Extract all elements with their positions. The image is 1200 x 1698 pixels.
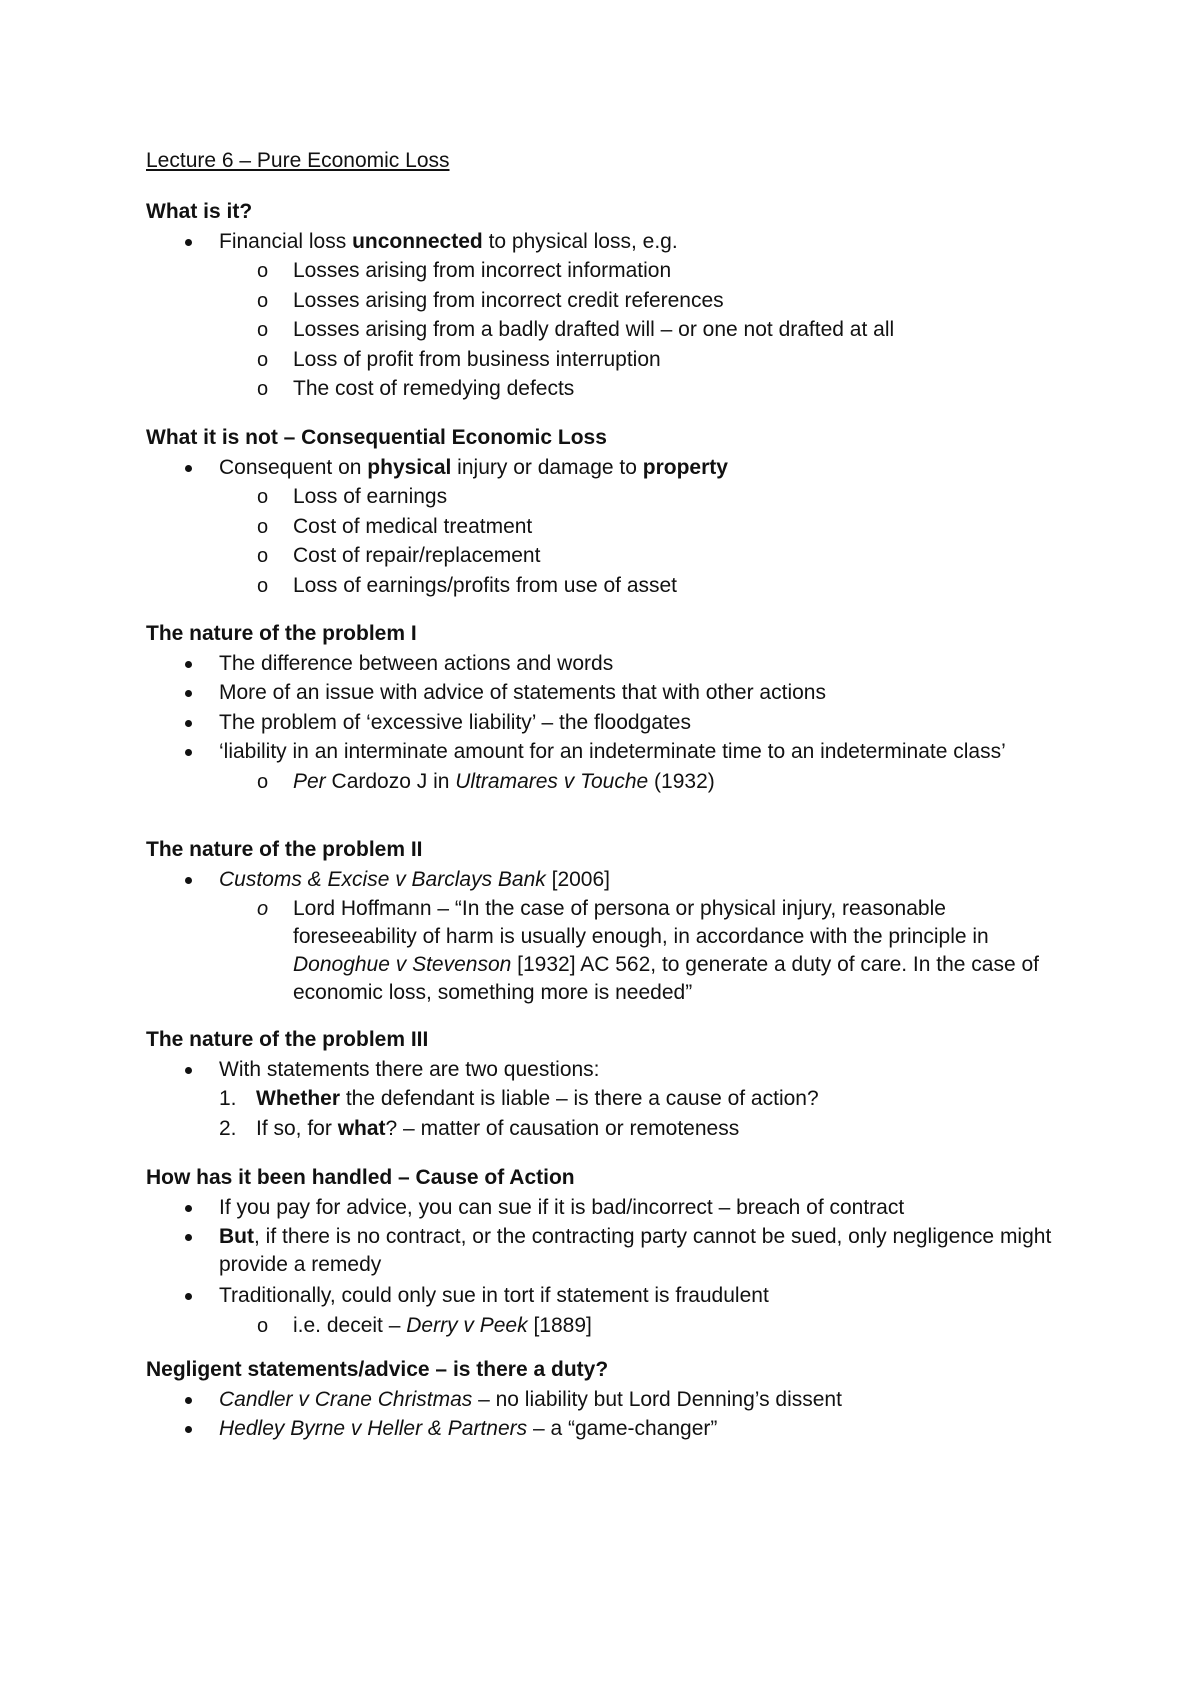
sub-bullet-icon: o (257, 770, 269, 793)
list-item-text: Financial loss unconnected to physical loss, e.g. (219, 229, 678, 253)
list-item-text: With statements there are two questions: (219, 1057, 600, 1081)
list-item-text: Losses arising from a badly drafted will – or one not drafted at all (293, 318, 895, 341)
document-title: Lecture 6 – Pure Economic Loss (146, 149, 450, 172)
list-item-text: Cost of medical treatment (293, 514, 533, 538)
sub-bullet-icon: o (257, 1314, 269, 1337)
bullet-icon (185, 465, 192, 472)
sub-bullet-icon: o (257, 486, 269, 508)
bullet-icon (185, 1293, 192, 1300)
list-item-text: Candler v Crane Christmas – no liability but Lord Denning’s dissent (219, 1387, 842, 1411)
sub-bullet-icon: o (257, 260, 269, 282)
sub-bullet-icon: o (257, 515, 269, 538)
list-item-text: If so, for what? – matter of causation or remoteness (256, 1116, 740, 1140)
list-number: 2. (219, 1116, 237, 1140)
list-item-text: Customs & Excise v Barclays Bank [2006] (219, 867, 611, 891)
list-item-text: More of an issue with advice of statements that with other actions (219, 681, 826, 704)
list-item-text: Loss of profit from business interruption (293, 347, 661, 371)
list-item-text: Per Cardozo J in Ultramares v Touche (1932) (293, 769, 715, 793)
sub-bullet-icon: o (257, 378, 269, 400)
bullet-icon (185, 720, 192, 727)
list-item-text: ‘liability in an interminate amount for an indeterminate time to an indeterminate class’ (219, 740, 1006, 763)
sub-bullet-icon: o (257, 348, 269, 371)
section-heading: The nature of the problem I (146, 622, 417, 645)
bullet-icon (185, 877, 192, 884)
list-item-text: If you pay for advice, you can sue if it is bad/incorrect – breach of contract (219, 1195, 905, 1219)
list-item-text: Loss of earnings/profits from use of asset (293, 573, 678, 597)
list-item-text: The difference between actions and words (219, 651, 614, 675)
section-heading: How has it been handled – Cause of Action (146, 1166, 575, 1189)
sub-bullet-icon: o (257, 545, 269, 567)
list-item-text: Loss of earnings (293, 485, 448, 508)
section-heading: The nature of the problem II (146, 838, 423, 861)
list-item-text: Hedley Byrne v Heller & Partners – a “game-changer” (219, 1417, 718, 1440)
sub-bullet-icon: o (257, 898, 269, 920)
bullet-icon (185, 1426, 192, 1433)
list-item-text: Losses arising from incorrect information (293, 259, 672, 282)
list-item-text: The cost of remedying defects (293, 377, 575, 400)
bullet-icon (185, 1234, 192, 1241)
list-item-text: Traditionally, could only sue in tort if statement is fraudulent (219, 1284, 769, 1307)
section-heading: The nature of the problem III (146, 1028, 429, 1051)
list-item-text: Lord Hoffmann – “In the case of persona or physical injury, reasonable foreseeability of harm is usually enough, in accordance with the principle in Donoghue v Stevenson [1932] AC 562, to generate a duty of care. In the case of economic loss, something more is needed” (293, 897, 1040, 1004)
list-number: 1. (219, 1087, 237, 1110)
section-heading: What is it? (146, 200, 253, 223)
list-item-text: i.e. deceit – Derry v Peek [1889] (293, 1313, 592, 1337)
bullet-icon (185, 1397, 192, 1404)
list-item-text: Losses arising from incorrect credit references (293, 288, 724, 312)
list-item-text: Consequent on physical injury or damage to property (219, 455, 728, 479)
bullet-icon (185, 661, 192, 668)
list-item-text: But, if there is no contract, or the contracting party cannot be sued, only negligence might provide a remedy (219, 1225, 1052, 1276)
section-heading: What it is not – Consequential Economic Loss (146, 426, 607, 449)
bullet-icon (185, 239, 192, 246)
bullet-icon (185, 1067, 192, 1074)
bullet-icon (185, 690, 192, 697)
sub-bullet-icon: o (257, 574, 269, 597)
section-heading: Negligent statements/advice – is there a duty? (146, 1358, 609, 1381)
bullet-icon (185, 1205, 192, 1212)
list-item-text: The problem of ‘excessive liability’ – the floodgates (219, 710, 691, 734)
bullet-icon (185, 749, 192, 756)
list-item-text: Cost of repair/replacement (293, 544, 541, 567)
list-item-text: Whether the defendant is liable – is there a cause of action? (256, 1087, 819, 1110)
sub-bullet-icon: o (257, 289, 269, 312)
sub-bullet-icon: o (257, 319, 269, 341)
